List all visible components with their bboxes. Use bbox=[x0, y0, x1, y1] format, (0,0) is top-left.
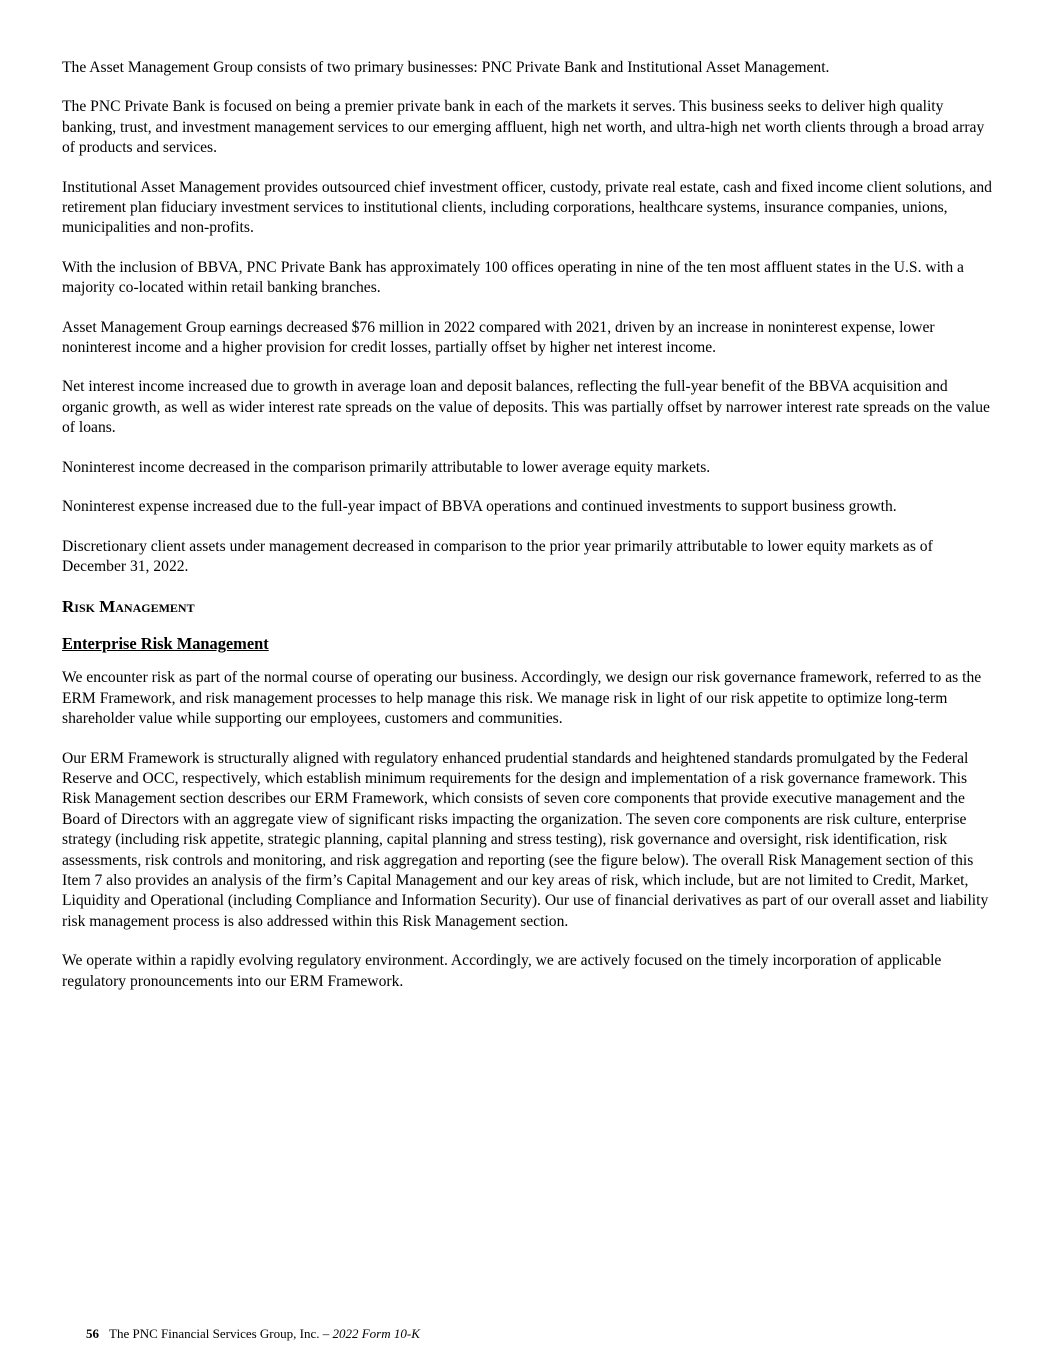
sub-heading-enterprise-risk-management: Enterprise Risk Management bbox=[62, 634, 269, 654]
document-body bbox=[62, 58, 997, 1011]
paragraph-net-interest-income: Net interest income increased due to growth in average loan and deposit balances, reflecting the full-year benefit of the BBVA acquisition and organic growth, as well as wider interest rate spreads on the value of deposits. This was partially offset by narrower interest rate spreads on the value of loans. bbox=[62, 378, 990, 437]
footer-company: The PNC Financial Services Group, Inc. – bbox=[109, 1326, 333, 1341]
paragraph-regulatory-environment: We operate within a rapidly evolving regulatory environment. Accordingly, we are actively focused on the timely incorporation of applicable regulatory pronouncements into our ERM Framework. bbox=[62, 952, 942, 990]
page-number: 56 bbox=[86, 1326, 99, 1341]
paragraph-earnings: Asset Management Group earnings decreased $76 million in 2022 compared with 2021, driven by an increase in noninterest expense, lower noninterest income and a higher provision for credit losses, partially offset by higher net interest income. bbox=[62, 318, 935, 357]
paragraph-noninterest-expense: Noninterest expense increased due to the full-year impact of BBVA operations and continued investments to support business growth. bbox=[62, 498, 897, 516]
page-footer bbox=[86, 1325, 420, 1343]
paragraph-institutional-asset-management: Institutional Asset Management provides outsourced chief investment officer, custody, private real estate, cash and fixed income client solutions, and retirement plan fiduciary investment services to institutional clients, including corporations, healthcare systems, insurance companies, unions, municipalities and non-profits. bbox=[62, 178, 992, 237]
paragraph-erm-framework: Our ERM Framework is structurally aligned with regulatory enhanced prudential standards and heightened standards promulgated by the Federal Reserve and OCC, respectively, which establish minimum requirements for the design and implementation of a risk governance framework. This Risk Management section describes our ERM Framework, which consists of seven core components that provide executive management and the Board of Directors with an aggregate view of significant risks impacting the organization. The seven core components are risk culture, enterprise strategy (including risk appetite, strategic planning, capital planning and stress testing), risk governance and oversight, risk identification, risk assessments, risk controls and monitoring, and risk aggregation and reporting (see the figure below). The overall Risk Management section of this Item 7 also provides an analysis of the firm’s Capital Management and our key areas of risk, which include, but are not limited to Credit, Market, Liquidity and Operational (including Compliance and Information Security). Our use of financial derivatives as part of our overall asset and liability risk management process is also addressed within this Risk Management section. bbox=[62, 749, 989, 930]
paragraph-noninterest-income: Noninterest income decreased in the comparison primarily attributable to lower average equity markets. bbox=[62, 458, 711, 476]
paragraph-client-assets: Discretionary client assets under management decreased in comparison to the prior year primarily attributable to lower equity markets as of December 31, 2022. bbox=[62, 537, 933, 575]
paragraph-bbva-offices: With the inclusion of BBVA, PNC Private Bank has approximately 100 offices operating in nine of the ten most affluent states in the U.S. with a majority co-located within retail banking branches. bbox=[62, 258, 964, 297]
section-heading-risk-management: Risk Management bbox=[62, 597, 195, 617]
paragraph-agm-overview: The Asset Management Group consists of two primary businesses: PNC Private Bank and Institutional Asset Management. bbox=[62, 59, 830, 76]
footer-form: 2022 Form 10-K bbox=[332, 1326, 420, 1341]
paragraph-private-bank: The PNC Private Bank is focused on being a premier private bank in each of the markets it serves. This business seeks to deliver high quality banking, trust, and investment management services to our emerging affluent, high net worth, and ultra-high net worth clients through a broad array of products and services. bbox=[62, 98, 985, 157]
paragraph-risk-governance: We encounter risk as part of the normal course of operating our business. Accordingly, we design our risk governance framework, referred to as the ERM Framework, and risk management processes to help manage this risk. We manage risk in light of our risk appetite to optimize long-term shareholder value while supporting our employees, customers and communities. bbox=[62, 669, 982, 728]
